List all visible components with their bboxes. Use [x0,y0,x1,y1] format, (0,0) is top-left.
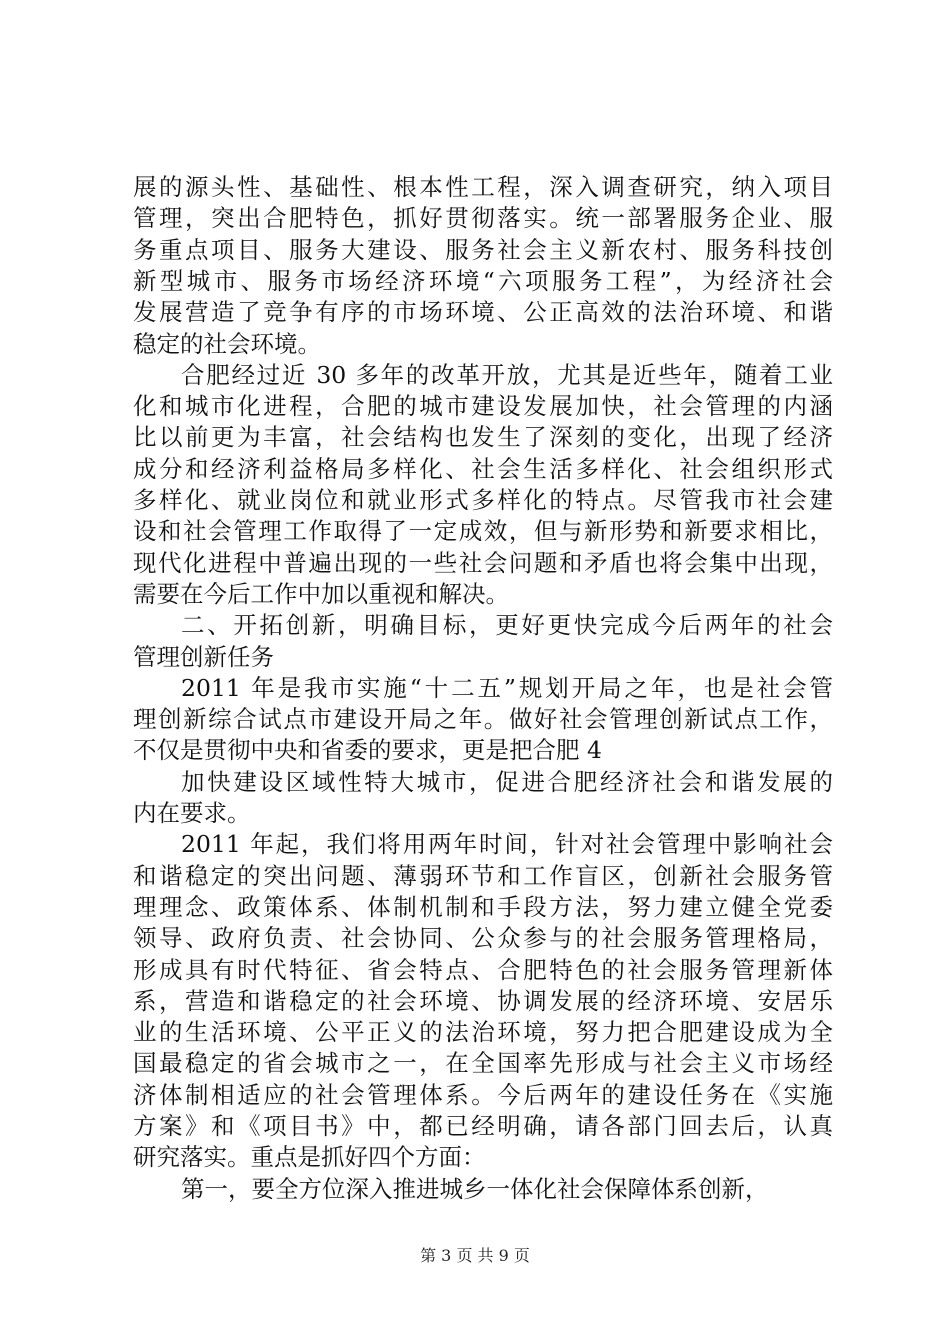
paragraph-first-line: 合肥经过近 30 多年的改革开放，尤其是近些年，随着工业 [181,360,833,389]
text-line: 现代化进程中普遍出现的一些社会问题和矛盾也将会集中出现， [133,548,833,577]
text-line: 发展营造了竞争有序的市场环境、公正高效的法治环境、和谐 [133,298,833,327]
paragraph-first-line: 第一，要全方位深入推进城乡一体化社会保障体系创新， [181,1174,769,1203]
text-line: 展的源头性、基础性、根本性工程，深入调查研究，纳入项目 [133,173,833,201]
paragraph-first-line: 2011 年起，我们将用两年时间，针对社会管理中影响社会 [181,830,833,859]
text-line: 国最稳定的省会城市之一，在全国率先形成与社会主义市场经 [133,1049,833,1078]
text-line: 成分和经济利益格局多样化、社会生活多样化、社会组织形式 [133,454,833,483]
text-line: 稳定的社会环境。 [133,329,321,358]
text-line: 理理念、政策体系、体制机制和手段方法，努力建立健全党委 [133,892,833,921]
text-line: 济体制相适应的社会管理体系。今后两年的建设任务在《实施 [133,1080,833,1109]
text-line: 系，营造和谐稳定的社会环境、协调发展的经济环境、安居乐 [133,986,833,1015]
text-line: 多样化、就业岗位和就业形式多样化的特点。尽管我市社会建 [133,486,833,514]
page-indicator: 第 3 页 共 9 页 [420,1246,530,1265]
section-heading-line: 二、开拓创新，明确目标，更好更快完成今后两年的社会 [181,611,833,640]
text-line: 内在要求。 [133,799,251,827]
text-line: 务重点项目、服务大建设、服务社会主义新农村、服务科技创 [133,235,833,264]
section-heading-line: 管理创新任务 [133,642,274,671]
text-line: 需要在今后工作中加以重视和解决。 [133,579,509,608]
text-line: 方案》和《项目书》中，都已经明确，请各部门回去后，认真 [133,1112,833,1140]
paragraph-first-line: 加快建设区域性特大城市，促进合肥经济社会和谐发展的 [181,767,833,796]
text-line: 形成具有时代特征、省会特点、合肥特色的社会服务管理新体 [133,955,833,984]
text-line: 比以前更为丰富，社会结构也发生了深刻的变化，出现了经济 [133,423,833,452]
text-line: 理创新综合试点市建设开局之年。做好社会管理创新试点工作， [133,705,833,734]
paragraph-first-line: 2011 年是我市实施“十二五”规划开局之年，也是社会管 [181,673,833,702]
text-line: 管理，突出合肥特色，抓好贯彻落实。统一部署服务企业、服 [133,204,833,233]
text-line: 化和城市化进程，合肥的城市建设发展加快，社会管理的内涵 [133,392,833,421]
text-line: 研究落实。重点是抓好四个方面： [133,1143,486,1172]
text-line: 设和社会管理工作取得了一定成效，但与新形势和新要求相比， [133,517,833,546]
text-line: 领导、政府负责、社会协同、公众参与的社会服务管理格局， [133,924,833,953]
text-line: 不仅是贯彻中央和省委的要求，更是把合肥 4 [133,736,602,765]
text-line: 新型城市、服务市场经济环境“六项服务工程”，为经济社会 [133,266,833,295]
text-line: 和谐稳定的突出问题、薄弱环节和工作盲区，创新社会服务管 [133,861,833,890]
text-line: 业的生活环境、公平正义的法治环境，努力把合肥建设成为全 [133,1018,833,1047]
